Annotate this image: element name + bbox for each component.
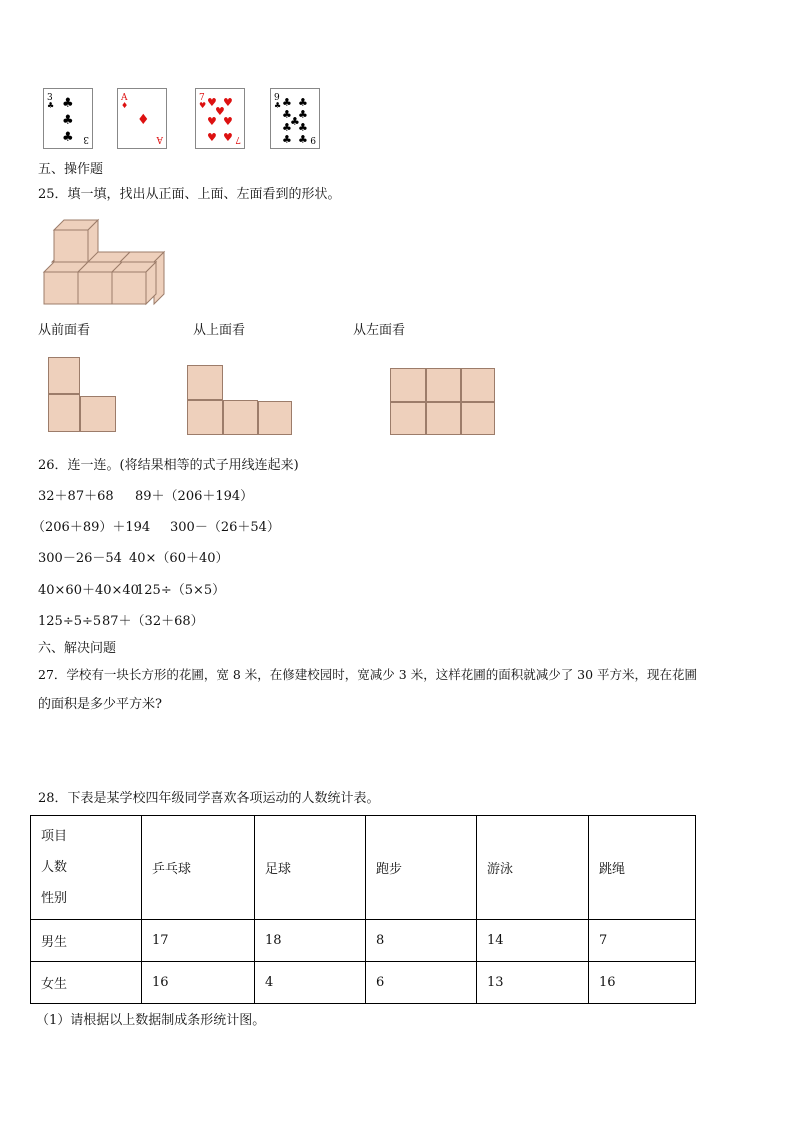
playing-card: [270, 88, 320, 149]
club-icon: ♣: [298, 133, 308, 146]
question-28-sub1: （1）请根据以上数据制成条形统计图。: [36, 1013, 266, 1028]
square-cell: [426, 368, 461, 402]
club-icon: ♣: [282, 121, 292, 134]
section-title: 六、解决问题: [38, 641, 117, 656]
header-item-label: 项目: [41, 829, 68, 844]
club-icon: ♣: [298, 121, 308, 134]
card-suit-small: ♦: [121, 101, 129, 110]
club-icon: ♣: [62, 96, 74, 111]
question-26-prompt: 26．连一连。(将结果相等的式子用线连起来): [38, 458, 299, 473]
expr-right: 87＋（32＋68）: [102, 614, 204, 629]
expr-left: 125÷5÷5: [38, 614, 102, 629]
expr-right: 89＋（206＋194）: [135, 489, 254, 504]
column-header: 游泳: [477, 816, 589, 920]
table-cell: 16: [589, 962, 696, 1004]
table-cell: 4: [255, 962, 366, 1004]
column-header: 乒乓球: [142, 816, 255, 920]
heart-icon: ♥: [223, 96, 233, 109]
diamond-icon: ♦: [137, 112, 150, 128]
table-header-row: [31, 816, 696, 920]
cube-stack-figure: [42, 216, 172, 308]
card-suit-small: ♥: [199, 101, 207, 110]
card-suit-small: ♣: [47, 101, 55, 110]
club-icon: ♣: [290, 115, 300, 128]
square-cell: [426, 402, 461, 435]
table-cell: 8: [366, 920, 477, 962]
club-icon: ♣: [62, 113, 74, 128]
club-icon: ♣: [62, 130, 74, 145]
view-top-label: 从上面看: [193, 323, 246, 338]
table-cell: 18: [255, 920, 366, 962]
view-front-label: 从前面看: [38, 323, 91, 338]
card-rank: A: [156, 134, 163, 144]
card-rank: 3: [47, 93, 53, 103]
expr-left: 300－26－54: [38, 551, 122, 566]
sports-stats-table: [30, 815, 696, 1004]
club-icon: ♣: [282, 108, 292, 121]
question-27-line1: 27．学校有一块长方形的花圃，宽 8 米，在修建校园时，宽减少 3 米，这样花圃的面积就减少了 30 平方米，现在花圃: [38, 667, 698, 682]
header-gender-label: 性别: [41, 891, 68, 906]
square-cell: [187, 365, 223, 400]
expr-left: 32＋87＋68: [38, 489, 114, 504]
expr-left: 40×60＋40×40: [38, 583, 139, 598]
playing-card: [43, 88, 93, 149]
square-cell: [80, 396, 116, 432]
section-title: 五、操作题: [38, 162, 104, 177]
expr-right: 300－（26＋54）: [170, 520, 280, 535]
square-cell: [461, 402, 495, 435]
expr-right: 125÷（5×5）: [136, 583, 226, 598]
view-left-label: 从左面看: [353, 323, 406, 338]
question-27-line2: 的面积是多少平方米?: [38, 697, 162, 712]
card-suit-small: ♣: [274, 101, 282, 110]
square-cell: [187, 400, 223, 435]
card-rank: 7: [199, 93, 205, 103]
square-cell: [48, 357, 80, 394]
column-header: 跑步: [366, 816, 477, 920]
table-cell: 7: [589, 920, 696, 962]
heart-icon: ♥: [207, 96, 217, 109]
table-cell: 16: [142, 962, 255, 1004]
square-cell: [48, 394, 80, 432]
table-cell: 6: [366, 962, 477, 1004]
table-row: [31, 920, 696, 962]
club-icon: ♣: [298, 108, 308, 121]
expr-right: 40×（60＋40）: [129, 551, 229, 566]
table-row: [31, 962, 696, 1004]
playing-card: [117, 88, 167, 149]
heart-icon: ♥: [215, 105, 225, 118]
column-header: 跳绳: [589, 816, 696, 920]
table-cell: 17: [142, 920, 255, 962]
square-cell: [461, 368, 495, 402]
heart-icon: ♥: [207, 131, 217, 144]
square-cell: [223, 400, 258, 435]
header-count-label: 人数: [41, 860, 68, 875]
club-icon: ♣: [282, 96, 292, 109]
square-cell: [258, 401, 292, 435]
expr-left: （206＋89）＋194: [32, 520, 151, 535]
row-label: 女生: [31, 962, 142, 1004]
question-28-prompt: 28．下表是某学校四年级同学喜欢各项运动的人数统计表。: [38, 791, 380, 806]
table-cell: 14: [477, 920, 589, 962]
heart-icon: ♥: [207, 115, 217, 128]
square-cell: [390, 368, 426, 402]
club-icon: ♣: [298, 96, 308, 109]
heart-icon: ♥: [223, 131, 233, 144]
column-header: 足球: [255, 816, 366, 920]
table-cell: 13: [477, 962, 589, 1004]
question-25-prompt: 25．填一填，找出从正面、上面、左面看到的形状。: [38, 187, 341, 202]
card-rank: 9: [310, 134, 316, 144]
playing-card: [195, 88, 245, 149]
square-cell: [390, 402, 426, 435]
heart-icon: ♥: [223, 115, 233, 128]
header-corner-cell: [31, 816, 142, 920]
card-rank: 7: [235, 134, 241, 144]
row-label: 男生: [31, 920, 142, 962]
card-rank: A: [121, 93, 128, 103]
card-rank: 9: [274, 93, 280, 103]
card-rank: 3: [83, 134, 89, 144]
club-icon: ♣: [282, 133, 292, 146]
